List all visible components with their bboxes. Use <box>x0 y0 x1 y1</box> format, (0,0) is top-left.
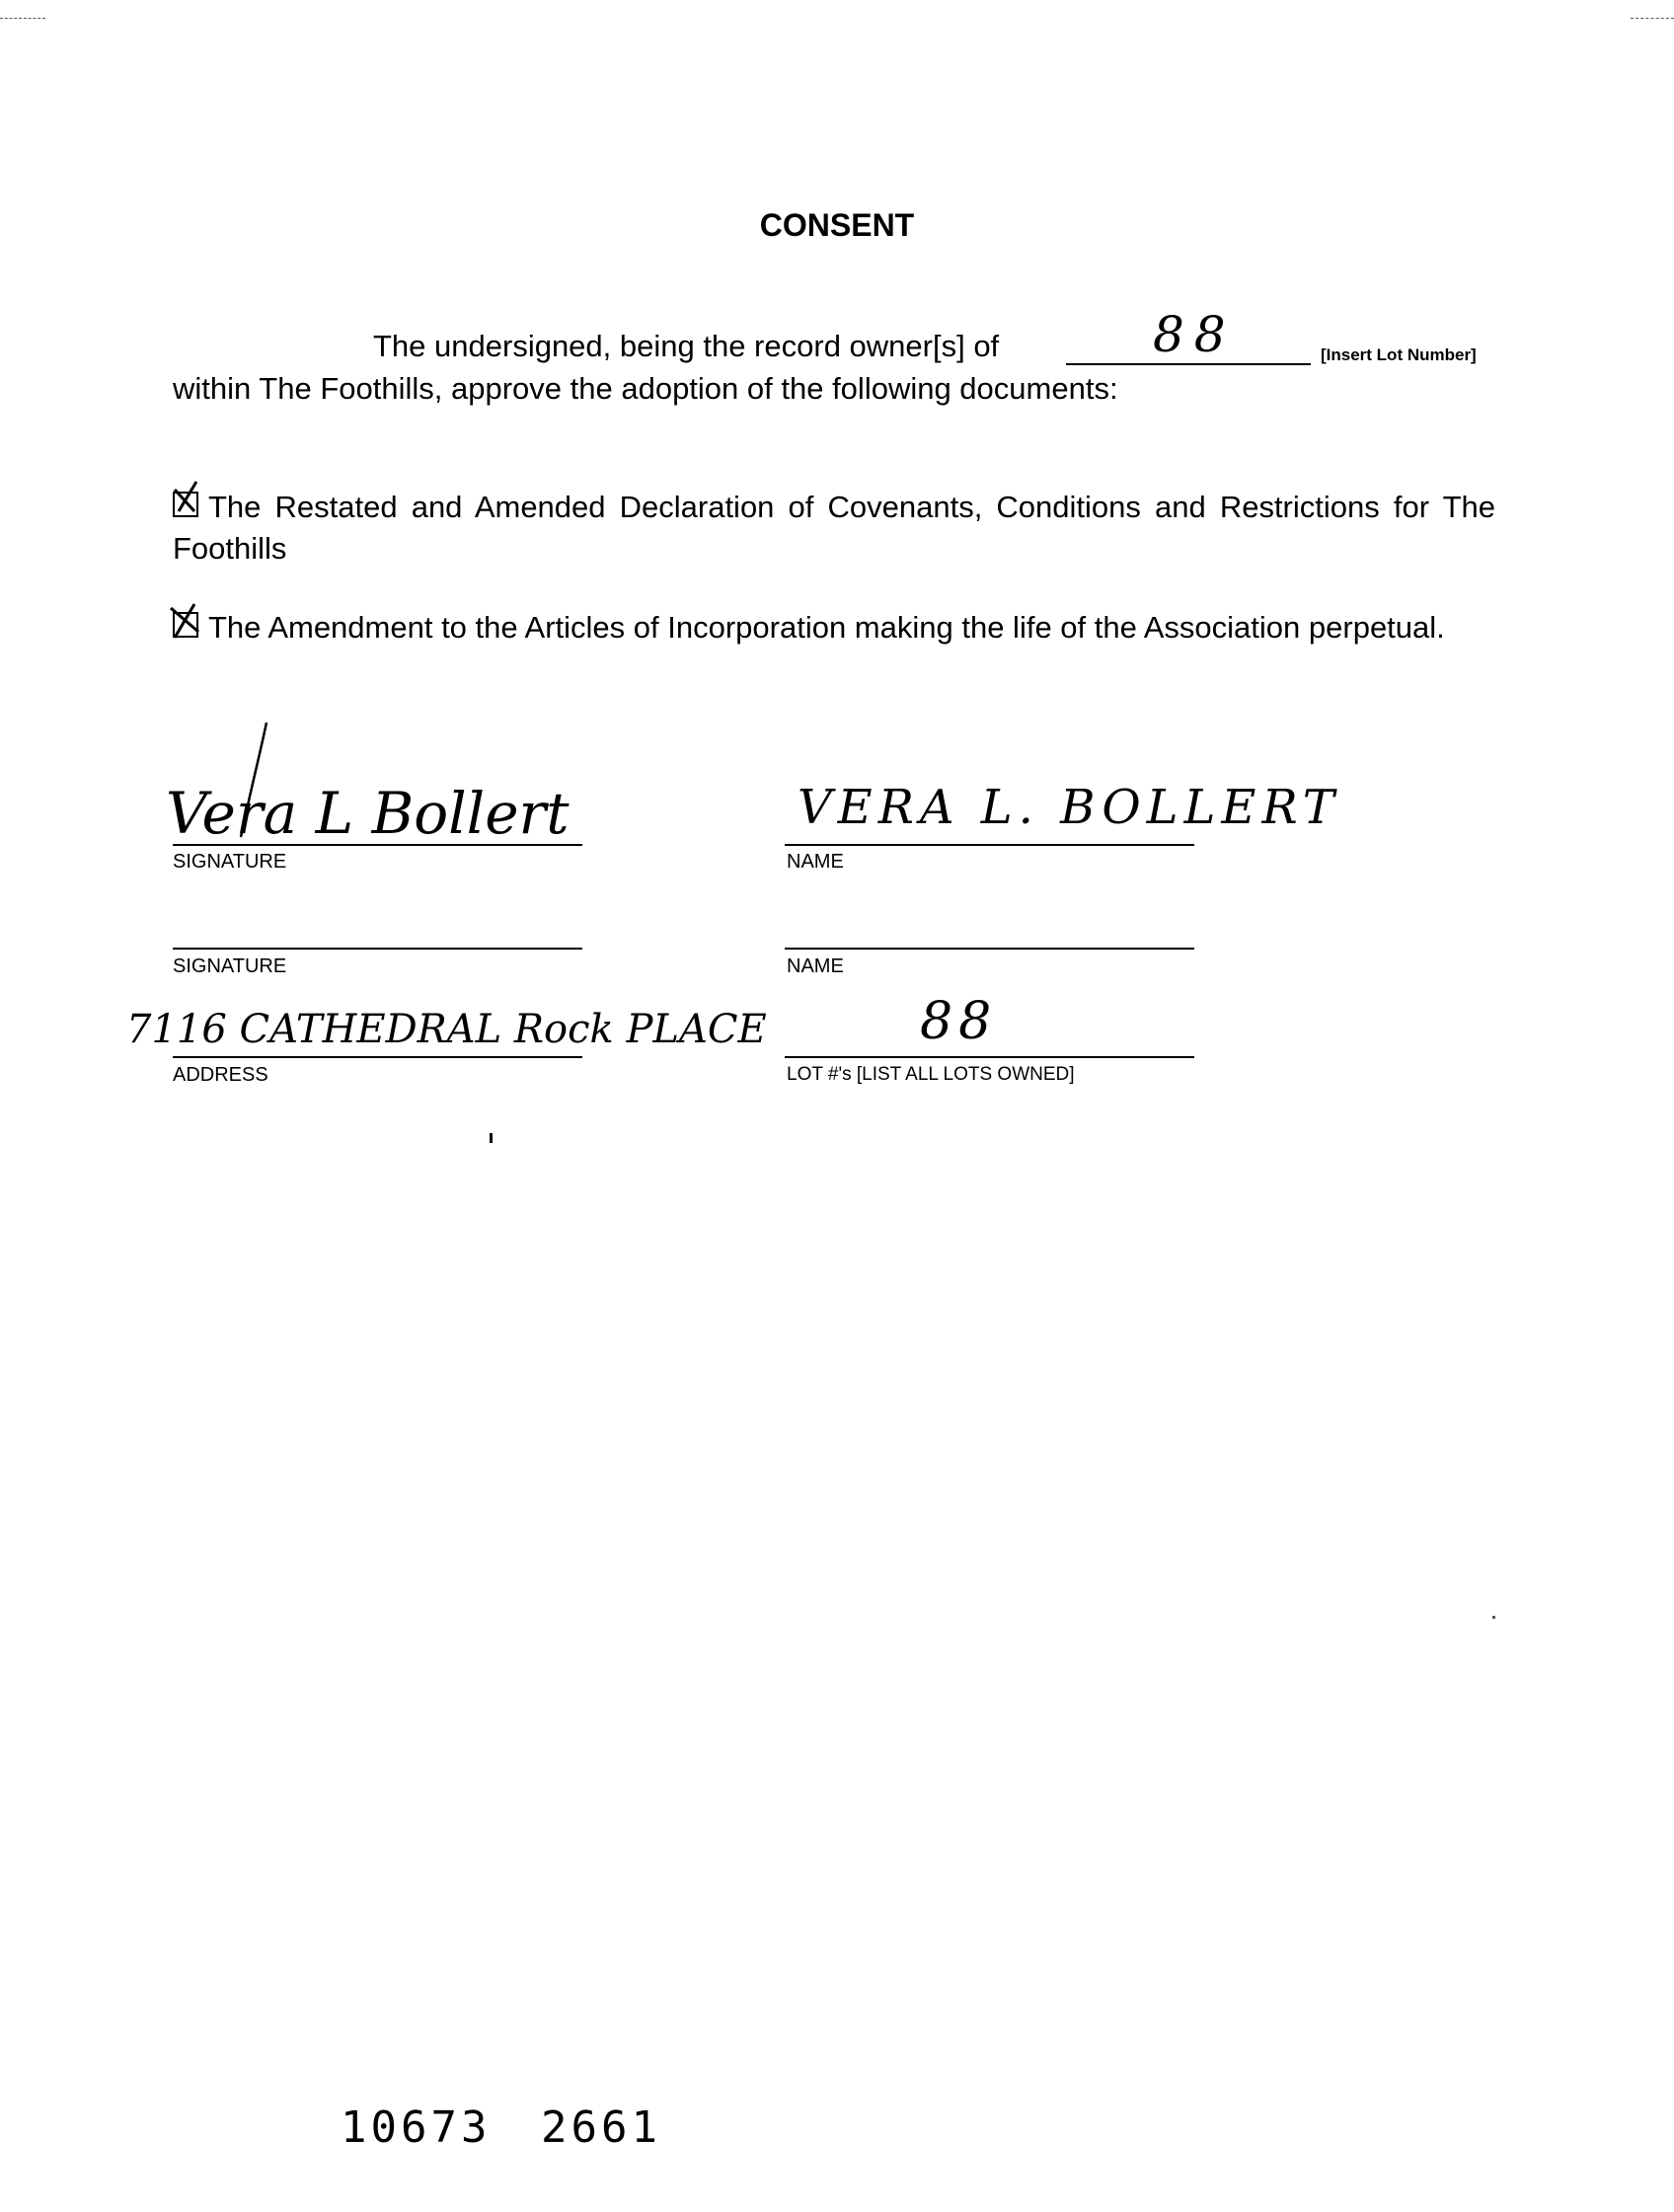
address-handwritten: 7116 CATHEDRAL Rock PLACE <box>126 1007 767 1052</box>
scan-speck <box>1492 1616 1495 1619</box>
insert-lot-note: [Insert Lot Number] <box>1321 345 1477 364</box>
document-title: CONSENT <box>759 207 915 243</box>
address-label: ADDRESS <box>173 1064 268 1086</box>
scan-speck <box>490 1133 493 1143</box>
lot-number-handwritten: 88 <box>1153 306 1236 363</box>
lots-label: LOT #'s [LIST ALL LOTS OWNED] <box>787 1064 1075 1085</box>
signature-label-2: SIGNATURE <box>173 955 287 977</box>
lots-line <box>785 1056 1194 1058</box>
item-declaration-text: The Restated and Amended Declaration of Covenants, Conditions and Restrictions for The Foothills <box>173 490 1495 566</box>
signature-line-1 <box>173 844 582 846</box>
name-handwritten-1: VERA L. BOLLERT <box>798 780 1340 835</box>
signature-line-2 <box>173 948 582 950</box>
lots-handwritten: 88 <box>920 992 998 1051</box>
name-line-1 <box>785 844 1194 846</box>
recording-number-1: 10673 <box>341 2102 492 2153</box>
intro-line-1: The undersigned, being the record owner[s] of <box>373 329 1000 363</box>
signature-handwritten-1: Vera L Bollert <box>166 780 570 847</box>
signature-label-1: SIGNATURE <box>173 851 287 873</box>
scan-edge-mark-right <box>1631 18 1674 19</box>
name-label-1: NAME <box>787 851 844 873</box>
item-amendment-text: The Amendment to the Articles of Incorporation making the life of the Association perpetual. <box>208 610 1445 645</box>
name-label-2: NAME <box>787 955 844 977</box>
signature-flourish-icon <box>168 721 602 849</box>
lot-number-blank <box>1066 363 1311 365</box>
intro-line-2: within The Foothills, approve the adoption of the following documents: <box>173 371 1118 406</box>
name-line-2 <box>785 948 1194 950</box>
scan-edge-mark-left <box>0 18 45 19</box>
address-line <box>173 1056 582 1058</box>
recording-number-2: 2661 <box>541 2102 661 2153</box>
